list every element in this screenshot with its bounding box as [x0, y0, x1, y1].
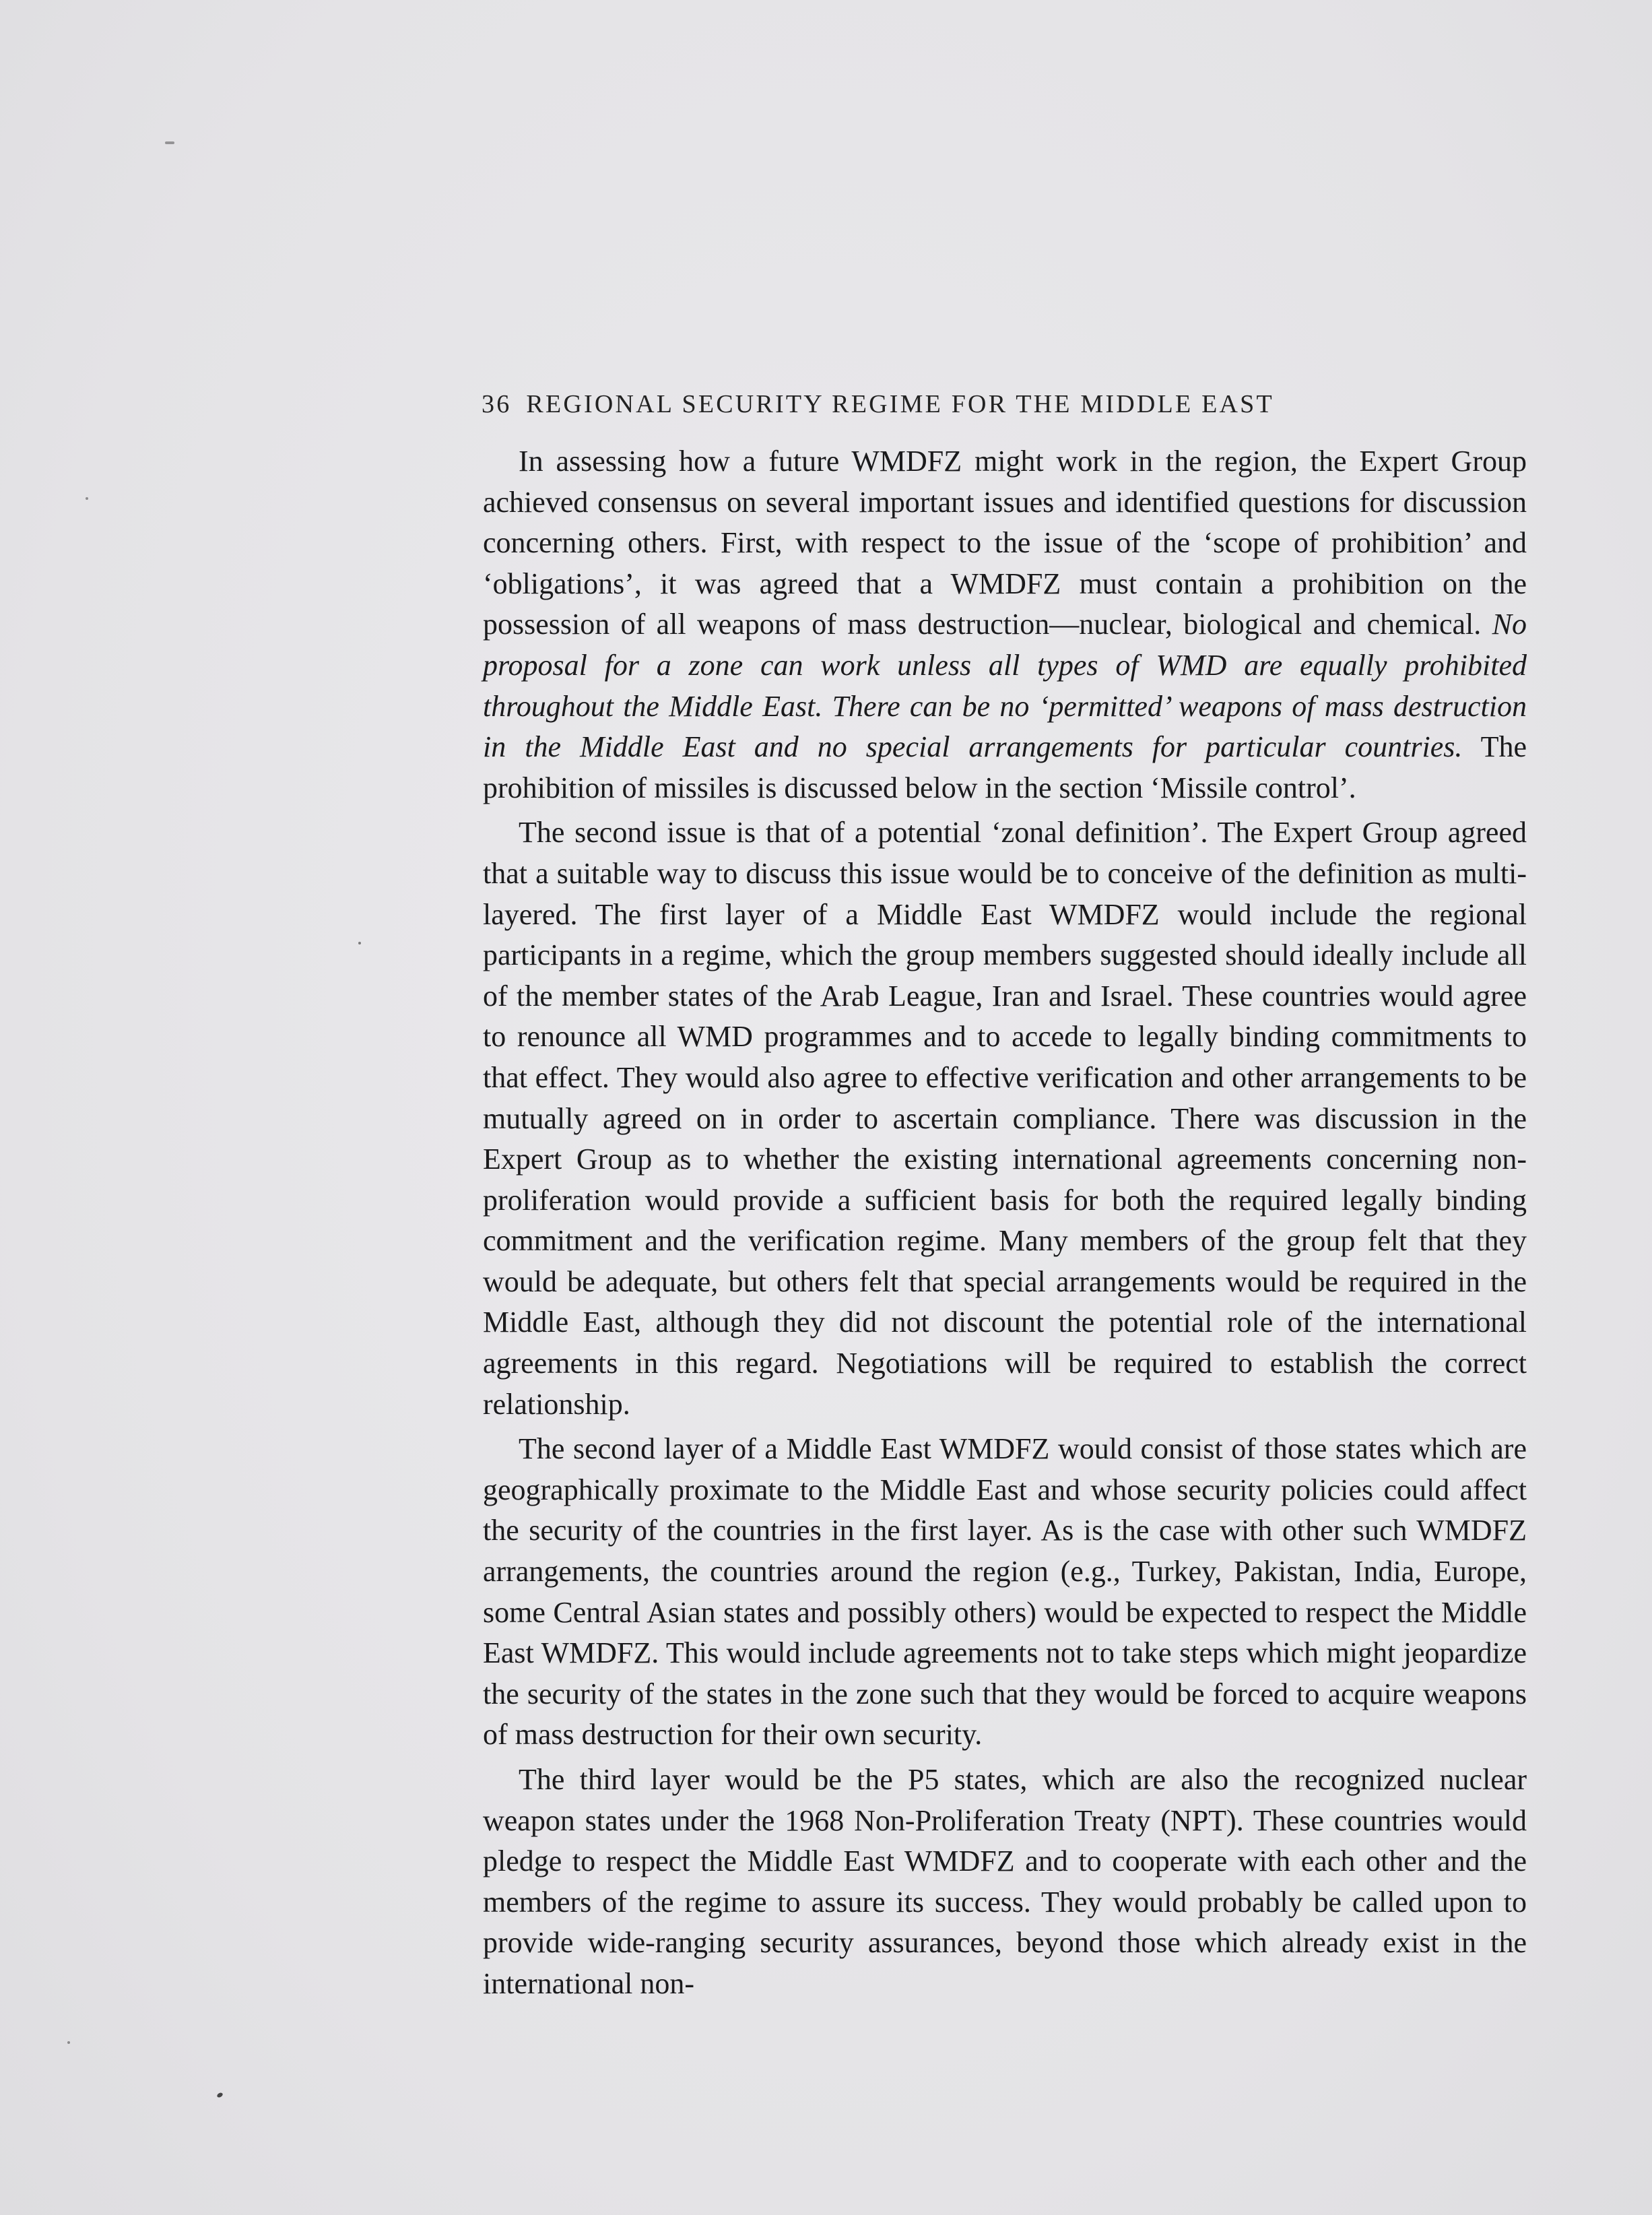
- paragraph-scope-of-prohibition: [483, 441, 1527, 808]
- paragraph-text: In assessing how a future WMDFZ might work in the region, the Expert Group achieved consensus on several important issues and identified questions for discussion concerning others. First, with respect to the issue of the ‘scope of prohibition’ and ‘obligations’, it was agreed that a WMDFZ must contain a prohibition on the possession of all weapons of mass destruction—nuclear, biological and chemical.: [483, 445, 1527, 641]
- speck: [67, 2041, 70, 2044]
- body-text: [483, 441, 1527, 2005]
- speck: [358, 942, 361, 944]
- running-title: REGIONAL SECURITY REGIME FOR THE MIDDLE EAST: [526, 390, 1274, 418]
- paragraph-second-layer: The second layer of a Middle East WMDFZ would consist of those states which are geographically proximate to the Middle East and whose security policies could affect the security of the countries in the first layer. As is the case with other such WMDFZ arrangements, the countries around the region (e.g., Turkey, Pakistan, India, Europe, some Central Asian states and possibly others) would be expected to respect the Middle East WMDFZ. This would include agreements not to take steps which might jeopardize the security of the states in the zone such that they would be forced to acquire weapons of mass destruction for their own security.: [483, 1432, 1527, 1752]
- paragraph-third-layer: The third layer would be the P5 states, which are also the recognized nuclear weapon states under the 1968 Non-Proliferation Treaty (NPT). These countries would pledge to respect the Middle East WMDFZ and to cooperate with each other and the members of the regime to assure its success. They would probably be called upon to provide wide-ranging security assurances, beyond those which already exist in the international non-: [483, 1763, 1527, 2000]
- page-number: 36: [482, 390, 512, 418]
- speck: [86, 497, 88, 500]
- paragraph-zonal-definition: The second issue is that of a potential ‘zonal definition’. The Expert Group agreed that a suitable way to discuss this issue would be to conceive of the definition as multi-layered. The first layer of a Middle East WMDFZ would include the regional participants in a regime, which the group members suggested should ideally include all of the member states of the Arab League, Iran and Israel. These countries would agree to renounce all WMD programmes and to accede to legally binding commitments to that effect. They would also agree to effective verification and other arrangements to be mutually agreed on in order to ascertain compliance. There was discussion in the Expert Group as to whether the existing international agreements concerning non-proliferation would provide a sufficient basis for both the required legally binding commitment and the verification regime. Many members of the group felt that they would be adequate, but others felt that special arrangements would be required in the Middle East, although they did not discount the potential role of the international agreements in this regard. Negotiations will be required to establish the correct relationship.: [483, 816, 1527, 1421]
- emphasized-text: No proposal for a zone can work unless all types of WMD are equally prohibited throughout the Middle East. There can be no ‘permitted’ weapons of mass destruction in the Middle East and no special arrangements for particular countries.: [483, 608, 1527, 764]
- speck: [165, 141, 174, 144]
- paragraph-text: The prohibition of missiles is discussed below in the section ‘Missile control’.: [483, 730, 1527, 804]
- running-header: [482, 384, 1404, 424]
